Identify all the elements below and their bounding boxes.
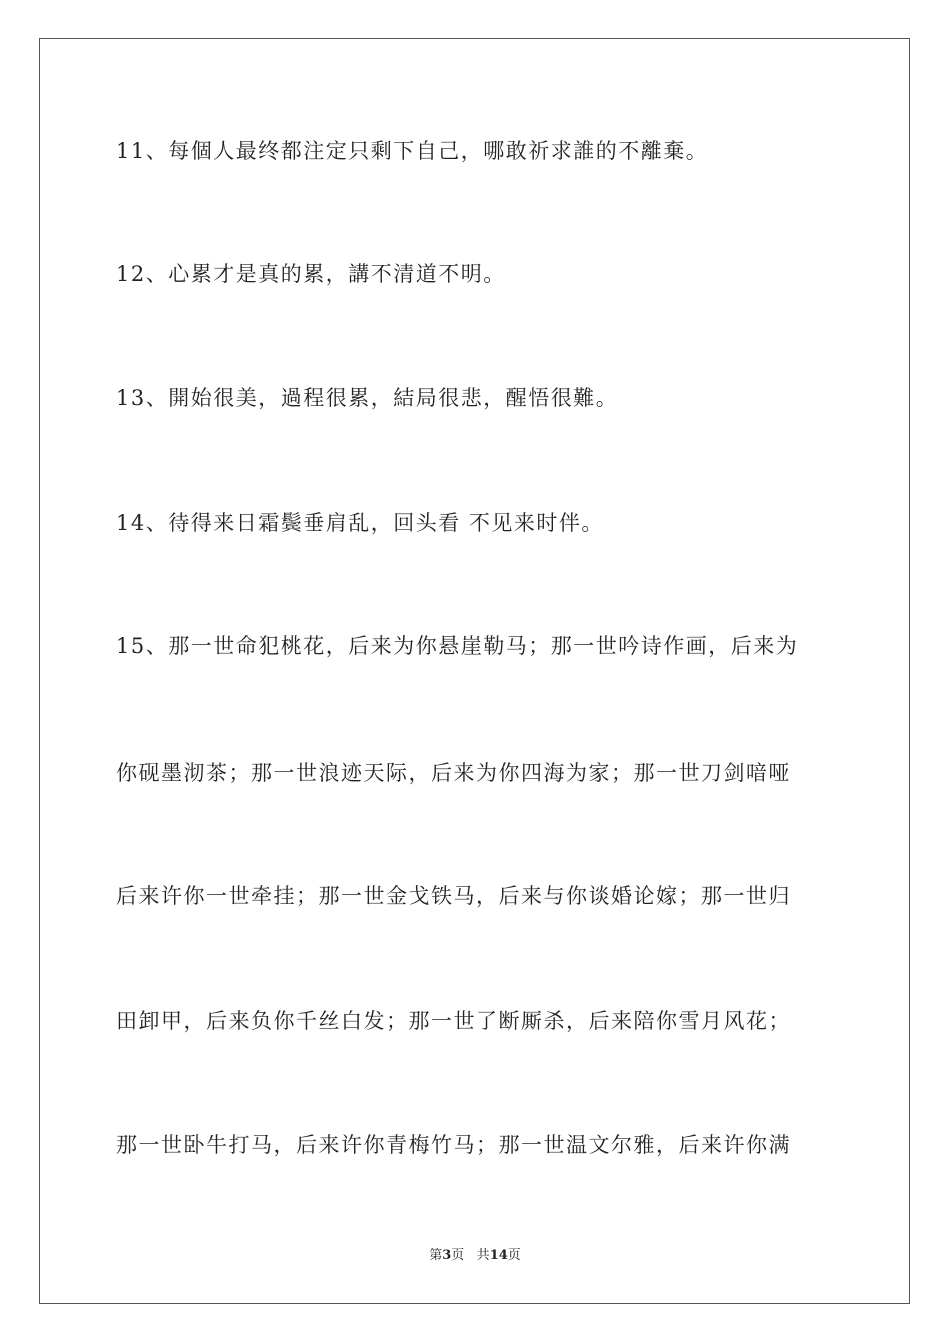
text-line-1: 11、每個人最终都注定只剩下自己，哪敢祈求誰的不離棄。 [116,139,709,163]
text-line-2: 12、心累才是真的累，講不清道不明。 [116,262,506,286]
text-line-4: 14、待得来日霜鬓垂肩乱，回头看 不见来时伴。 [116,511,604,535]
text-line-3: 13、開始很美，過程很累，結局很悲，醒悟很難。 [116,386,619,410]
text-line-5: 15、那一世命犯桃花，后来为你悬崖勒马；那一世吟诗作画，后来为 [116,634,799,658]
footer-total-suffix: 页 [507,1248,521,1263]
page-footer [0,1247,950,1265]
footer-page-prefix: 第 [429,1248,443,1263]
footer-page-number: 3 [442,1248,452,1263]
text-line-8: 田卸甲，后来负你千丝白发；那一世了断厮杀，后来陪你雪月风花； [116,1009,791,1033]
footer-total-number: 14 [489,1248,508,1263]
text-line-7: 后来许你一世牵挂；那一世金戈铁马，后来与你谈婚论嫁；那一世归 [116,884,791,908]
footer-page-suffix: 页 [451,1248,465,1263]
text-line-9: 那一世卧牛打马，后来许你青梅竹马；那一世温文尔雅，后来许你满 [116,1133,791,1157]
text-line-6: 你砚墨沏茶；那一世浪迹天际，后来为你四海为家；那一世刀剑喑哑 [116,761,791,785]
page-border [39,38,910,1304]
footer-total-prefix: 共 [476,1248,490,1263]
